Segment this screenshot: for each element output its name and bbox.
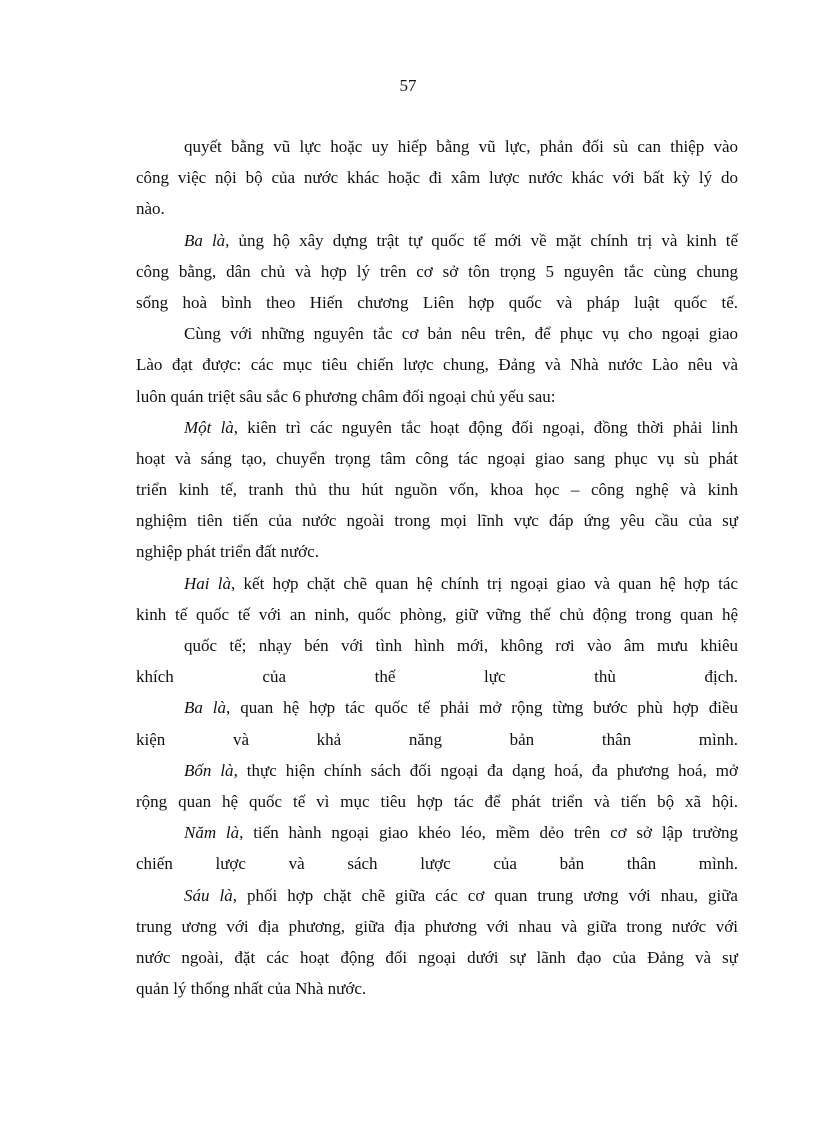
text-line [136,911,738,942]
line-text: Lào đạt được: các mục tiêu chiến lược chung, Đảng và Nhà nước Lào nêu và [136,355,738,375]
text-line [136,381,738,412]
line-text: , quan hệ hợp tác quốc tế phải mở rộng từng bước phù hợp điều [226,698,738,718]
text-line [136,942,738,973]
line-text: luôn quán triệt sâu sắc 6 phương châm đối ngoại chủ yếu sau: [136,386,556,406]
line-text: sống hoà bình theo Hiến chương Liên hợp quốc và pháp luật quốc tế. [136,292,738,312]
text-line [136,661,738,692]
text-line [136,692,738,723]
text-line [136,474,738,505]
line-text: nghiệp phát triển đất nước. [136,542,319,562]
line-text: hoạt và sáng tạo, chuyển trọng tâm công tác ngoại giao sang phục vụ sù phát [136,448,738,468]
text-line [136,817,738,848]
line-text: , phối hợp chặt chẽ giữa các cơ quan trung ương với nhau, giữa [232,885,738,905]
text-line [136,287,738,318]
text-line [136,225,738,256]
text-line [136,973,738,1004]
line-text: công bằng, dân chủ và hợp lý trên cơ sở tôn trọng 5 nguyên tắc cùng chung [136,261,738,281]
line-text: nghiệm tiên tiến của nước ngoài trong mọi lĩnh vực đáp ứng yêu cầu của sự [136,511,738,531]
text-line [136,256,738,287]
line-text: quản lý thống nhất của Nhà nước. [136,979,367,999]
line-text: quyết bằng vũ lực hoặc uy hiếp bằng vũ lực, phản đối sù can thiệp vào [184,137,738,156]
text-line [136,599,738,630]
text-line [136,318,738,349]
line-text: , thực hiện chính sách đối ngoại đa dạng hoá, đa phương hoá, mở [233,760,738,780]
line-text: trung ương với địa phương, giữa địa phương với nhau và giữa trong nước với [136,916,738,936]
list-label: Hai là [184,573,231,593]
line-text: Cùng với những nguyên tắc cơ bản nêu trên, để phục vụ cho ngoại giao [184,324,738,344]
list-label: Ba là [184,230,226,250]
line-text: , tiến hành ngoại giao khéo léo, mềm dẻo trên cơ sở lập trường [239,823,738,843]
document-body [136,131,738,1004]
line-text: kinh tế quốc tế với an ninh, quốc phòng, giữ vững thế chủ động trong quan hệ [136,604,738,624]
text-line [136,505,738,536]
text-line [136,786,738,817]
text-line [136,412,738,443]
text-line [136,443,738,474]
list-label: Sáu là [184,885,233,905]
list-label: Ba là [184,698,227,718]
page-number: 57 [399,76,417,95]
line-text: khích của thế lực thù địch. [136,667,738,687]
text-line [136,755,738,786]
text-line [136,536,738,567]
line-text: nước ngoài, đặt các hoạt động đối ngoại dưới sự lãnh đạo của Đảng và sự [136,947,738,967]
line-text: rộng quan hệ quốc tế vì mục tiêu hợp tác để phát triển và tiến bộ xã hội. [136,791,738,811]
list-label: Một là [184,417,234,437]
line-text: , kết hợp chặt chẽ quan hệ chính trị ngoại giao và quan hệ hợp tác [231,573,738,593]
line-text: công việc nội bộ của nước khác hoặc đi xâm lược nước khác với bất kỳ lý do [136,168,738,188]
text-line [136,724,738,755]
line-text: triển kinh tế, tranh thủ thu hút nguồn vốn, khoa học – công nghệ và kinh [136,480,738,500]
text-line [136,568,738,599]
text-line [136,848,738,879]
line-text: chiến lược và sách lược của bản thân mình. [136,854,738,874]
list-label: Năm là [184,823,240,843]
text-line [136,880,738,911]
list-label: Bốn là [184,760,234,780]
text-line [136,630,738,661]
text-line [136,131,738,162]
line-text: kiện và khả năng bản thân mình. [136,729,738,749]
line-text: , kiên trì các nguyên tắc hoạt động đối ngoại, đồng thời phải linh [233,417,738,437]
text-line [136,162,738,193]
line-text: quốc tế; nhạy bén với tình hình mới, không rơi vào âm mưu khiêu [184,636,738,655]
line-text: , ủng hộ xây dựng trật tự quốc tế mới về mặt chính trị và kinh tế [225,230,738,250]
line-text: nào. [136,199,165,219]
text-line [136,349,738,380]
text-line [136,193,738,224]
